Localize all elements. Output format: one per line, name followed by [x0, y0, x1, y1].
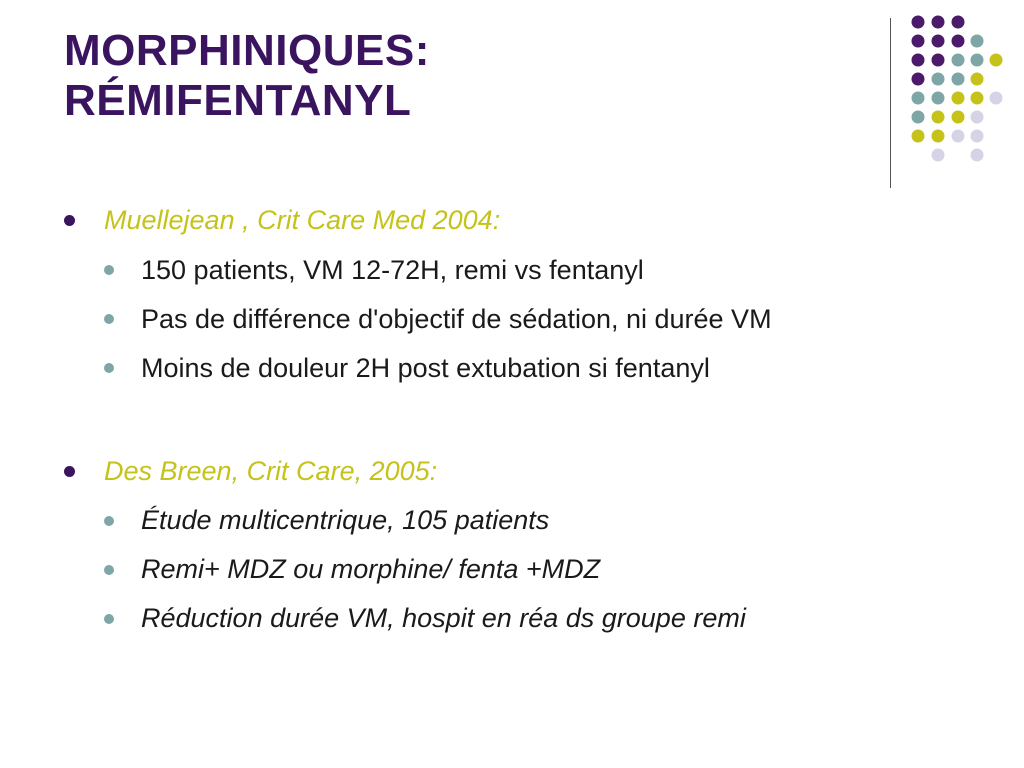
bullet-marker — [104, 363, 114, 373]
list-item: Réduction durée VM, hospit en réa ds groupe remi — [141, 603, 746, 633]
bullet-marker — [104, 314, 114, 324]
list-item: Pas de différence d'objectif de sédation, ni durée VM — [141, 304, 772, 334]
section-heading: Des Breen, Crit Care, 2005: — [104, 456, 438, 486]
title-line-2: RÉMIFENTANYL — [64, 76, 412, 125]
bullet-marker — [64, 215, 75, 226]
bullet-marker — [104, 516, 114, 526]
list-item: Moins de douleur 2H post extubation si fentanyl — [141, 353, 710, 383]
section-heading: Muellejean , Crit Care Med 2004: — [104, 205, 501, 235]
list-item: Remi+ MDZ ou morphine/ fenta +MDZ — [141, 554, 601, 584]
bullet-marker — [104, 565, 114, 575]
bullet-marker — [64, 466, 75, 477]
bullet-marker — [104, 614, 114, 624]
list-item: Étude multicentrique, 105 patients — [141, 505, 550, 535]
title-line-1: MORPHINIQUES: — [64, 26, 430, 75]
list-item: 150 patients, VM 12-72H, remi vs fentanyl — [141, 255, 644, 285]
bullet-marker — [104, 265, 114, 275]
